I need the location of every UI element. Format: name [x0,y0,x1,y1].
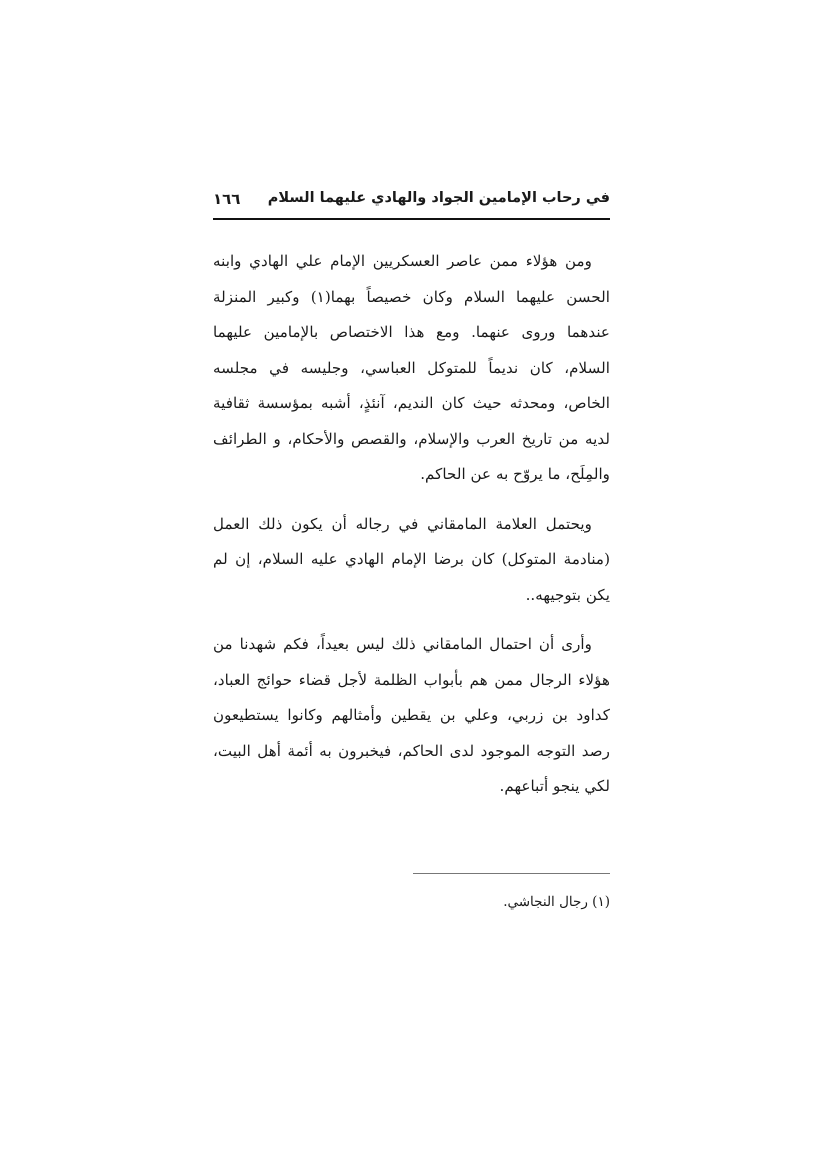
header-title: في رحاب الإمامين الجواد والهادي عليهما السلام [267,190,610,206]
paragraph-3: وأرى أن احتمال المامقاني ذلك ليس بعيداً، فكم شهدنا من هؤلاء الرجال ممن هم بأبواب الظلمة لأجل قضاء حوائج العباد، كداود بن زربي، وعلي بن يقطين وأمثالهم وكانوا يستطيعون رصد التوجه الموجود لدى الحاكم، فيخبرون به أئمة أهل البيت، لكي ينجو أتباعهم. [213,635,610,795]
footnote-divider [413,873,610,874]
paragraph-1: ومن هؤلاء ممن عاصر العسكريين الإمام علي الهادي وابنه الحسن عليهما السلام وكان خصيصاً بهما(١) وكبير المنزلة عندهما وروى عنهما. ومع هذا الاختصاص بالإمامين عليهما السلام، كان نديماً للمتوكل العباسي، وجليسه في مجلسه الخاص، ومحدثه حيث كان النديم، آنئذٍ، أشبه بمؤسسة ثقافية لديه من تاريخ العرب والإسلام، والقصص والأحكام، و الطرائف والمِلَح، ما يروّح به عن الحاكم. [213,252,610,483]
book-page [213,188,610,910]
running-header [213,188,610,220]
paragraph-2: ويحتمل العلامة المامقاني في رجاله أن يكون ذلك العمل (منادمة المتوكل) كان برضا الإمام الهادي عليه السلام، إن لم يكن بتوجيهه.. [213,514,610,604]
page-number: ١٦٦ [213,190,241,208]
footnote-1: (١) رجال النجاشي. [503,894,610,910]
body-text [213,244,610,805]
